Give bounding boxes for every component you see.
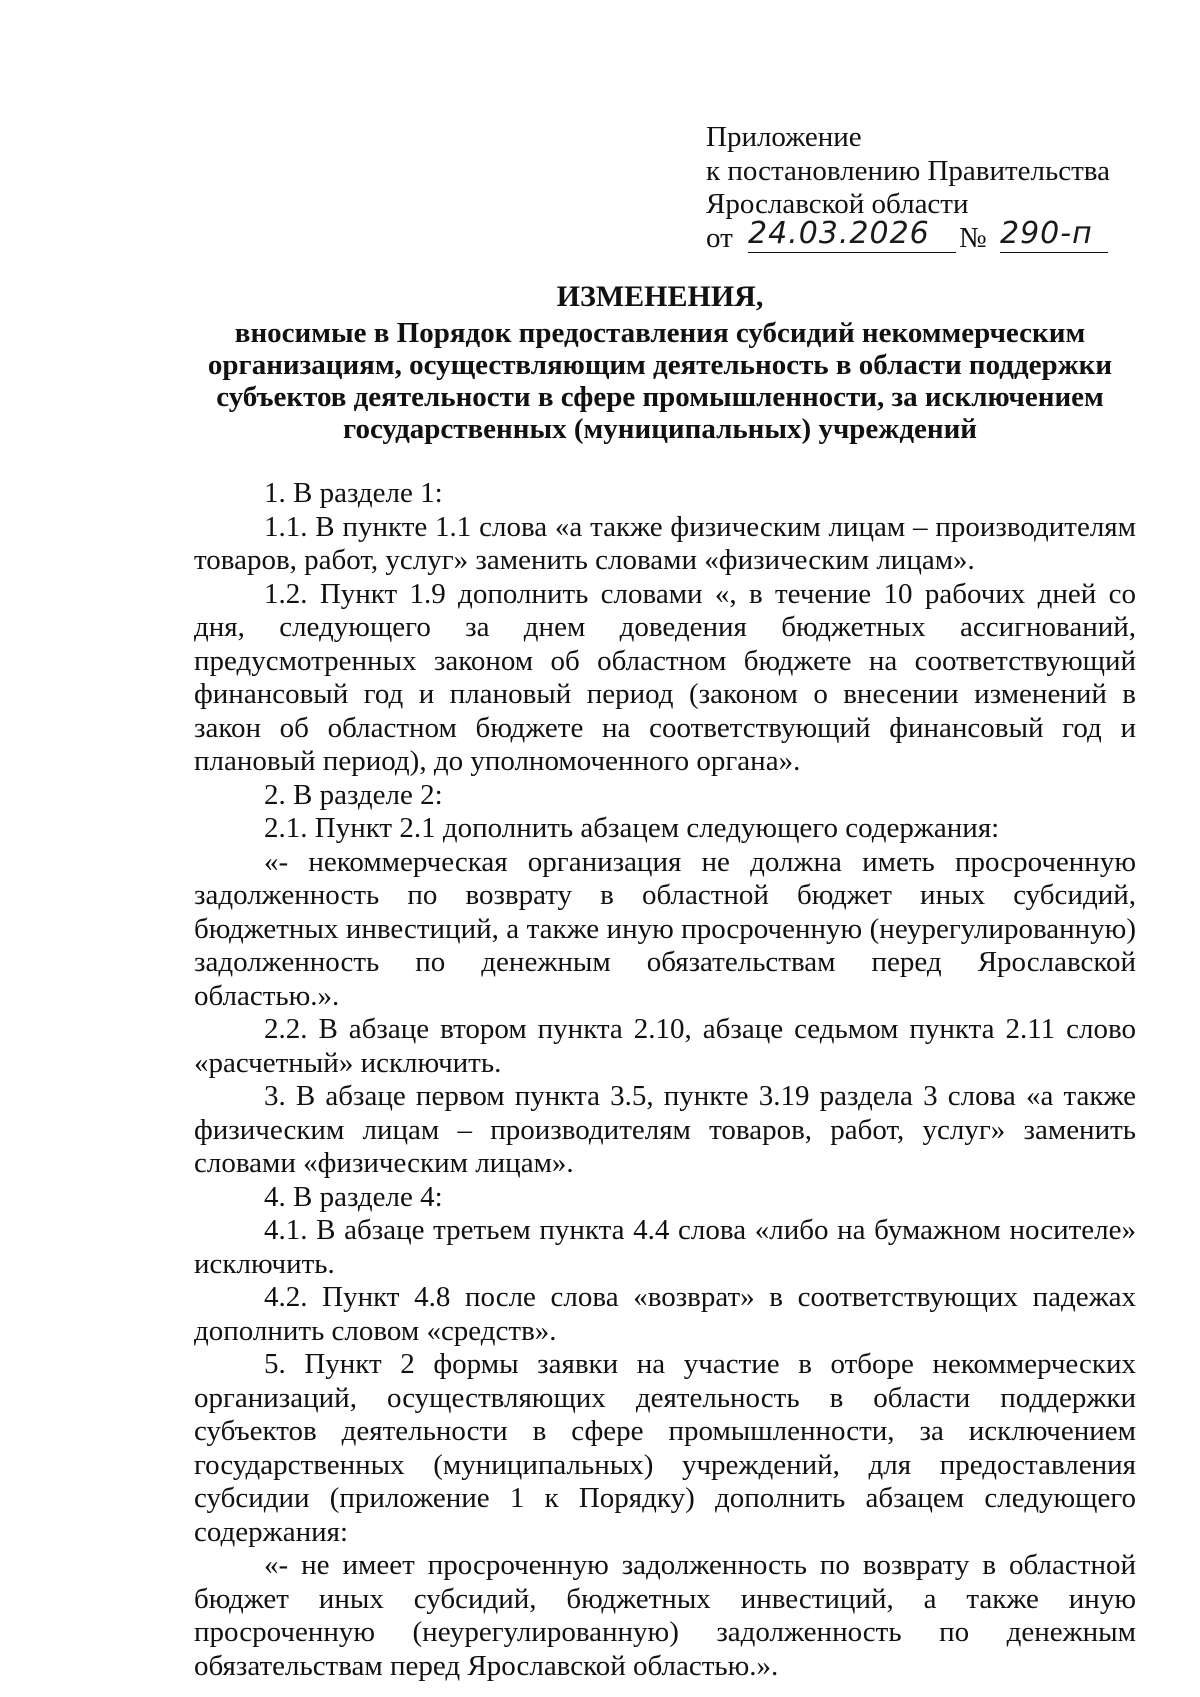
appendix-line-2: к постановлению Правительства xyxy=(706,154,1110,187)
paragraph: 4.1. В абзаце третьем пункта 4.4 слова «либо на бумажном носителе» исключить. xyxy=(194,1214,1136,1280)
document-heading xyxy=(190,279,1130,445)
date-prefix: от xyxy=(706,221,733,254)
paragraph: 2. В разделе 2: xyxy=(264,778,443,811)
document-body xyxy=(194,477,1136,1683)
paragraph: 1. В разделе 1: xyxy=(264,477,443,509)
appendix-line-1: Приложение xyxy=(706,121,862,153)
appendix-line-3: Ярославской области xyxy=(706,188,969,220)
heading-title: ИЗМЕНЕНИЯ, xyxy=(556,280,764,313)
paragraph: «- не имеет просроченную задолженность по возврату в областной бюджет иных субсидий, бюджетных инвестиций, а также иную просроченную (неурегулированную) задолженность по денежным обязательствам перед Ярославской областью.». xyxy=(194,1549,1136,1682)
heading-subtitle: вносимые в Порядок предоставления субсидий некоммерческим организациям, осуществляющим деятельность в области поддержки субъектов деятельности в сфере промышленности, за исключением государственных (муниципальных) учреждений xyxy=(207,317,1113,445)
paragraph: 3. В абзаце первом пункта 3.5, пункте 3.19 раздела 3 слова «а также физическим лицам – производителям товаров, работ, услуг» заменить словами «физическим лицам». xyxy=(194,1080,1136,1179)
paragraph: 4.2. Пункт 4.8 после слова «возврат» в соответствующих падежах дополнить словом «средств». xyxy=(194,1281,1136,1347)
paragraph: «- некоммерческая организация не должна иметь просроченную задолженность по возврату в областной бюджет иных субсидий, бюджетных инвестиций, а также иную просроченную (неурегулированную) задолженность по денежным обязательствам перед Ярославской областью.». xyxy=(194,845,1136,1012)
appendix-block xyxy=(706,121,1136,255)
appendix-date-line xyxy=(706,215,1136,256)
paragraph: 4. В разделе 4: xyxy=(264,1180,443,1213)
paragraph: 1.1. В пункте 1.1 слова «а также физическим лицам – производителям товаров, работ, услуг» заменить словами «физическим лицам». xyxy=(194,510,1136,576)
paragraph: 1.2. Пункт 1.9 дополнить словами «, в течение 10 рабочих дней со дня, следующего за днем доведения бюджетных ассигнований, предусмотренных законом об областном бюджете на соответствующий финансовый год и плановый период (законом о внесении изменений в закон об областном бюджете на соответствующий финансовый год и плановый период), до уполномоченного органа». xyxy=(194,577,1136,777)
paragraph: 2.1. Пункт 2.1 дополнить абзацем следующего содержания: xyxy=(264,812,1000,844)
handwritten-date: 24.03.2026 xyxy=(748,216,956,253)
paragraph: 5. Пункт 2 формы заявки на участие в отборе некоммерческих организаций, осуществляющих деятельность в области поддержки субъектов деятельности в сфере промышленности, за исключением государственных (муниципальных) учреждений, для предоставления субсидии (приложение 1 к Порядку) дополнить абзацем следующего содержания: xyxy=(194,1348,1136,1548)
number-prefix: № xyxy=(959,221,987,254)
paragraph: 2.2. В абзаце втором пункта 2.10, абзаце седьмом пункта 2.11 слово «расчетный» исключить. xyxy=(194,1013,1136,1079)
handwritten-number: 290-п xyxy=(1000,216,1108,253)
